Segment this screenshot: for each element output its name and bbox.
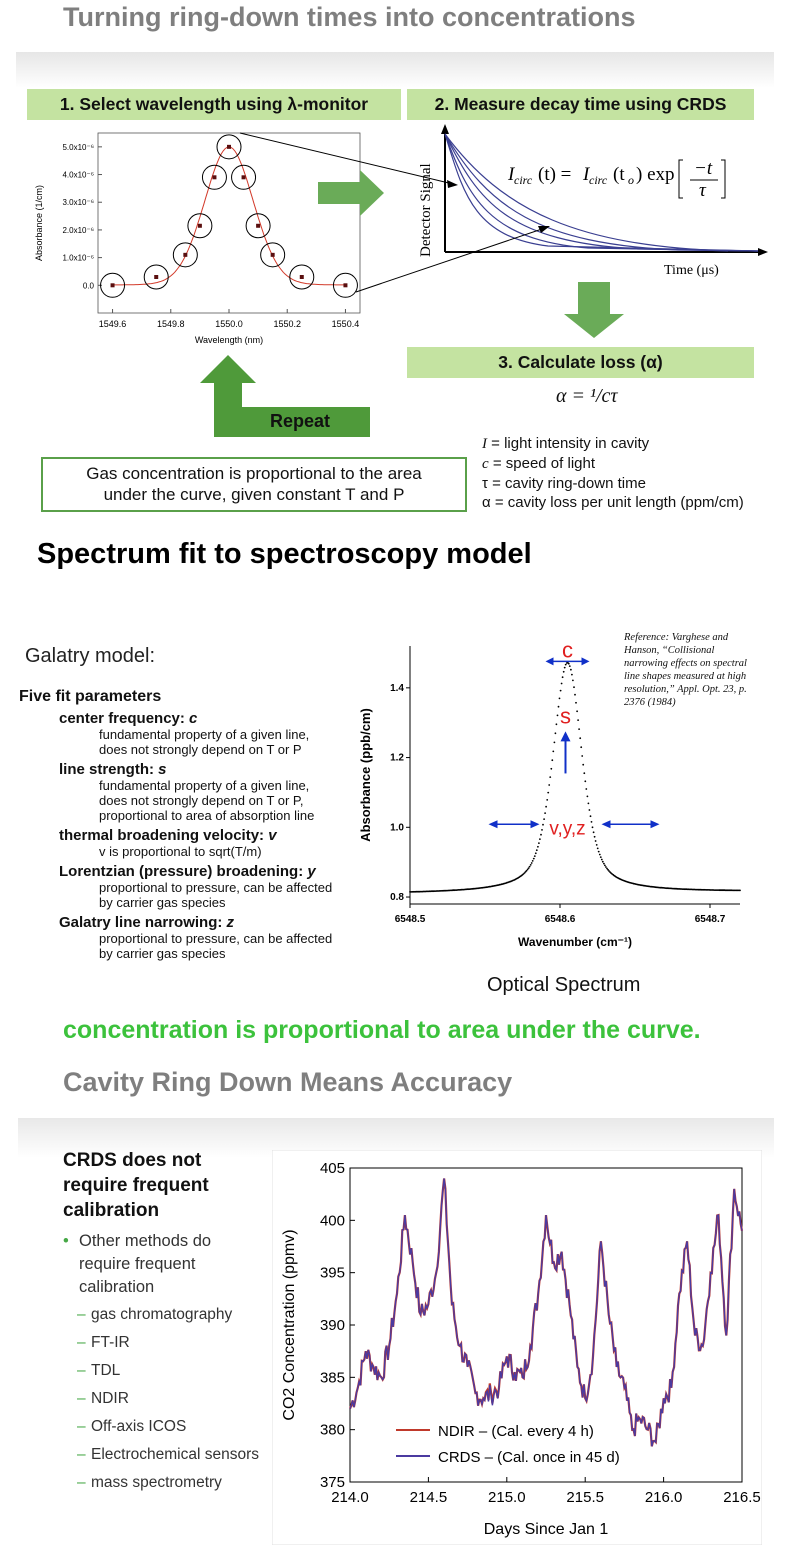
spectrum-point	[552, 751, 554, 753]
gas-note-line1: Gas concentration is proportional to the area	[86, 464, 422, 483]
spectrum-point	[560, 690, 562, 692]
spectrum-point	[529, 866, 531, 868]
spectrum-point	[575, 702, 577, 704]
step3-label: 3. Calculate loss (α)	[407, 347, 754, 378]
spectrum-point	[576, 710, 578, 712]
y-tick-label: 375	[319, 1474, 345, 1491]
bullet-text: Other methods do require frequent calibration	[79, 1232, 212, 1296]
spectrum-point	[532, 860, 534, 862]
x-tick-label: 215.0	[488, 1489, 526, 1506]
spectrum-point	[587, 796, 589, 798]
spectrum-point	[585, 788, 587, 790]
spectrum-point	[593, 831, 595, 833]
accuracy-heading: CRDS does not require frequent calibration	[63, 1150, 209, 1221]
x-tick-label: 216.0	[644, 1489, 683, 1506]
param-description: v is proportional to sqrt(T/m)	[99, 844, 262, 859]
x-tick-label: 6548.5	[394, 914, 426, 925]
spectrum-point	[602, 861, 604, 863]
svg-text:(t) =: (t) =	[538, 164, 572, 185]
spectrum-point	[582, 764, 584, 766]
x-tick-label: 216.5	[723, 1489, 761, 1506]
spectrum-point	[596, 844, 598, 846]
spectrum-point	[541, 829, 543, 831]
legend-label: CRDS – (Cal. once in 45 d)	[438, 1449, 620, 1466]
svg-text:I: I	[583, 164, 590, 185]
y-tick-label: 400	[319, 1212, 345, 1230]
method-item: – FT-IR	[77, 1334, 130, 1351]
section3-title: Cavity Ring Down Means Accuracy	[63, 1067, 513, 1097]
param-description: fundamental property of a given line,	[99, 727, 310, 742]
alpha-formula: α = ¹/cτ	[556, 385, 618, 407]
param-description: does not strongly depend on T or P,	[99, 793, 304, 808]
reference-note: Reference: Varghese and Hanson, “Collisional narrowing effects on spectral line shapes measured at high resolution,” Appl. Opt. 23, p. 2376 (1984)	[624, 632, 747, 708]
y-axis-label: CO2 Concentration (ppmv)	[281, 1229, 298, 1421]
width-arrow-head	[531, 820, 540, 828]
center-arrow-head	[582, 657, 590, 665]
spectrum-point	[561, 683, 563, 685]
definition-row: c = speed of light	[482, 455, 595, 472]
param-name: Galatry line narrowing: z	[59, 914, 235, 931]
spectrum-point	[570, 669, 572, 671]
x-tick-label: 1549.8	[157, 319, 185, 329]
y-tick-label: 390	[319, 1317, 345, 1334]
spectrum-point	[605, 866, 607, 868]
method-item: – Off-axis ICOS	[77, 1418, 187, 1435]
y-tick-label: 3.0x10⁻⁶	[62, 198, 94, 208]
spectrum-point	[568, 663, 570, 665]
y-tick-label: 0.8	[390, 892, 404, 904]
spectrum-point	[598, 851, 600, 853]
spectrum-point	[542, 824, 544, 826]
spectrum-point	[739, 890, 741, 892]
spectrum-point	[574, 694, 576, 696]
y-tick-label: 380	[319, 1421, 345, 1439]
spectrum-point	[579, 737, 581, 739]
spectrum-point	[565, 664, 567, 666]
param-name: center frequency: c	[59, 710, 198, 727]
spectrum-point	[550, 768, 552, 770]
svg-text:circ: circ	[589, 173, 608, 187]
x-axis-label: Wavenumber (cm⁻¹)	[518, 935, 632, 949]
y-tick-label: 395	[319, 1264, 345, 1282]
method-item: – Electrochemical sensors	[77, 1446, 259, 1463]
gas-note-line2: under the curve, given constant T and P	[103, 485, 405, 504]
spectrum-caption: Optical Spectrum	[487, 974, 641, 996]
section1-title: Turning ring-down times into concentrations	[63, 2, 636, 32]
svg-text:(t: (t	[613, 164, 625, 185]
spectrum-point	[563, 671, 565, 673]
spectrum-point	[546, 799, 548, 801]
x-axis-label: Wavelength (nm)	[194, 335, 264, 345]
model-label: Galatry model:	[25, 645, 156, 667]
param-name: line strength: s	[59, 761, 167, 778]
svg-text:−t: −t	[694, 158, 713, 179]
spectrum-point	[600, 856, 602, 858]
down-arrow-icon	[564, 282, 624, 338]
param-description: by carrier gas species	[99, 895, 226, 910]
decay-xlabel: Time (μs)	[664, 263, 719, 278]
spectrum-point	[544, 812, 546, 814]
spectrum-point	[540, 834, 542, 836]
x-tick-label: 1550.2	[273, 319, 301, 329]
repeat-label: Repeat	[270, 411, 331, 431]
spectrum-point	[571, 674, 573, 676]
spectrum-point	[545, 806, 547, 808]
width-annotation: v,y,z	[549, 818, 586, 840]
method-item: – gas chromatography	[77, 1306, 233, 1323]
spectrum-point	[569, 665, 571, 667]
svg-text:I: I	[508, 164, 515, 185]
y-tick-label: 4.0x10⁻⁶	[62, 170, 94, 180]
x-tick-label: 214.5	[409, 1489, 448, 1506]
spectrum-point	[580, 746, 582, 748]
width-arrow-head	[651, 820, 660, 828]
spectrum-point	[549, 776, 551, 778]
spectrum-point	[548, 784, 550, 786]
y-tick-label: 405	[319, 1160, 345, 1177]
svg-text:circ: circ	[514, 173, 533, 187]
param-description: proportional to area of absorption line	[99, 808, 315, 823]
spectrum-point	[533, 858, 535, 860]
y-tick-label: 0.0	[82, 281, 94, 291]
strength-arrow-head	[561, 731, 571, 741]
spectrum-point	[584, 780, 586, 782]
y-tick-label: 5.0x10⁻⁶	[62, 142, 94, 152]
y-axis-label: Absorbance (1/cm)	[34, 184, 44, 262]
param-description: by carrier gas species	[99, 946, 226, 961]
spectrum-point	[543, 818, 545, 820]
param-description: does not strongly depend on T or P	[99, 742, 302, 757]
definition-row: I = light intensity in cavity	[482, 435, 650, 452]
param-description: proportional to pressure, can be affected	[99, 931, 333, 946]
center-annotation: c	[562, 637, 573, 663]
y-tick-label: 1.0	[390, 822, 404, 834]
y-tick-label: 2.0x10⁻⁶	[62, 225, 94, 235]
decay-ylabel: Detector Signal	[418, 163, 434, 257]
spectrum-point	[559, 698, 561, 700]
spectrum-point	[556, 723, 558, 725]
spectrum-point	[562, 676, 564, 678]
spectrum-point	[528, 867, 530, 869]
x-tick-label: 214.0	[331, 1489, 369, 1506]
spectrum-point	[589, 809, 591, 811]
spectrum-point	[573, 686, 575, 688]
spectrum-point	[588, 803, 590, 805]
spectrum-point	[547, 792, 549, 794]
spectrum-point	[597, 848, 599, 850]
spectrum-point	[577, 719, 579, 721]
spectrum-point	[591, 821, 593, 823]
co2-chart	[272, 1150, 762, 1545]
y-tick-label: 1.2	[390, 752, 404, 764]
spectrum-point	[564, 667, 566, 669]
svg-text:o: o	[628, 173, 634, 187]
param-name: thermal broadening velocity: v	[59, 827, 277, 844]
fit-header: Five fit parameters	[19, 688, 162, 705]
spectrum-point	[535, 852, 537, 854]
center-arrow-head	[546, 657, 554, 665]
method-item: – NDIR	[77, 1390, 129, 1407]
spectrum-point	[595, 840, 597, 842]
method-item: – mass spectrometry	[77, 1474, 222, 1491]
y-tick-label: 1.4	[390, 682, 404, 694]
step2-label: 2. Measure decay time using CRDS	[407, 89, 754, 120]
method-item: – TDL	[77, 1362, 121, 1379]
spectrum-point	[572, 680, 574, 682]
x-tick-label: 1550.4	[331, 319, 360, 329]
param-description: fundamental property of a given line,	[99, 778, 310, 793]
definition-row: α = cavity loss per unit length (ppm/cm)	[482, 494, 744, 511]
y-tick-label: 385	[319, 1369, 345, 1387]
svg-text:τ: τ	[699, 180, 706, 201]
legend-label: NDIR – (Cal. every 4 h)	[438, 1423, 594, 1440]
y-axis-label: Absorbance (ppb/cm)	[358, 708, 373, 842]
width-arrow-head	[489, 820, 498, 828]
spectrum-point	[590, 815, 592, 817]
x-axis-label: Days Since Jan 1	[483, 1521, 609, 1538]
spectrum-point	[537, 846, 539, 848]
spectrum-point	[604, 865, 606, 867]
section2-title: Spectrum fit to spectroscopy model	[37, 538, 532, 570]
spectrum-point	[601, 859, 603, 861]
spectrum-point	[551, 759, 553, 761]
x-tick-label: 6548.7	[694, 914, 726, 925]
spectrum-point	[538, 842, 540, 844]
gas-concentration-note	[41, 457, 467, 512]
spectrum-point	[557, 715, 559, 717]
spectrum-point	[581, 755, 583, 757]
spectrum-point	[530, 864, 532, 866]
x-tick-label: 215.5	[566, 1489, 604, 1506]
spectrum-point	[555, 732, 557, 734]
y-tick-label: 1.0x10⁻⁶	[62, 253, 94, 263]
spectrum-point	[531, 862, 533, 864]
spectrum-point	[603, 863, 605, 865]
spectrum-point	[539, 838, 541, 840]
conclusion-text: concentration is proportional to area under the curve.	[63, 1016, 701, 1044]
spectrum-point	[594, 836, 596, 838]
strength-annotation: s	[560, 703, 571, 729]
spectrum-point	[554, 742, 556, 744]
symbol-definitions	[482, 434, 744, 512]
param-name: Lorentzian (pressure) broadening: y	[59, 863, 316, 880]
spectrum-point	[592, 826, 594, 828]
x-tick-label: 1550.0	[215, 319, 243, 329]
width-arrow-head	[602, 820, 611, 828]
x-tick-label: 1549.6	[98, 319, 127, 329]
fit-parameter-list	[19, 688, 359, 961]
spectrum-point	[583, 772, 585, 774]
x-tick-label: 6548.6	[544, 914, 576, 925]
spectrum-point	[599, 854, 601, 856]
svg-text:) exp: ) exp	[636, 164, 675, 185]
spectrum-point	[578, 728, 580, 730]
method-list: • Other methods do require frequent calibration – gas chromatography – FT-IR – TDL – NDIR – Off-axis ICOS – Electrochemical sensors – mass spectrometry	[63, 1230, 263, 1501]
definition-row: τ = cavity ring-down time	[482, 475, 646, 492]
step1-label: 1. Select wavelength using λ-monitor	[27, 89, 401, 120]
param-description: proportional to pressure, can be affected	[99, 880, 333, 895]
spectrum-point	[536, 849, 538, 851]
spectrum-point	[534, 855, 536, 857]
